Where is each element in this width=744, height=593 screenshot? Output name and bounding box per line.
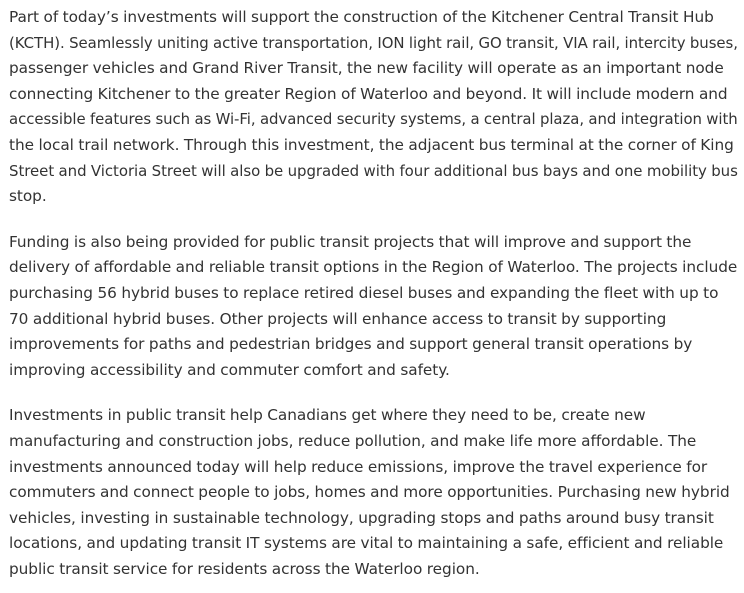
text-line: purchasing 56 hybrid buses to replace retired diesel buses and expanding the fleet with up to	[9, 283, 719, 302]
text-line: connecting Kitchener to the greater Region of Waterloo and beyond. It will include modern and	[9, 84, 728, 103]
text-line: (KCTH). Seamlessly uniting active transportation, ION light rail, GO transit, VIA rail, intercity buses,	[9, 33, 738, 52]
text-line: 70 additional hybrid buses. Other projects will enhance access to transit by supporting	[9, 309, 667, 328]
text-line: stop.	[9, 187, 47, 206]
paragraph-investments	[9, 403, 741, 582]
text-line: commuters and connect people to jobs, homes and more opportunities. Purchasing new hybrid	[9, 483, 730, 502]
paragraph-funding	[9, 230, 741, 384]
paragraph-transit-hub	[9, 5, 741, 210]
text-line: Street and Victoria Street will also be upgraded with four additional bus bays and one mobility bus	[9, 161, 738, 180]
text-line: delivery of affordable and reliable transit options in the Region of Waterloo. The projects include	[9, 258, 738, 277]
text-line: Part of today’s investments will support the construction of the Kitchener Central Transit Hub	[9, 8, 714, 26]
text-line: passenger vehicles and Grand River Transit, the new facility will operate as an important node	[9, 59, 724, 78]
text-line: locations, and updating transit IT systems are vital to maintaining a safe, efficient and reliable	[9, 534, 724, 553]
text-line: the local trail network. Through this investment, the adjacent bus terminal at the corner of King	[9, 135, 734, 154]
text-line: manufacturing and construction jobs, reduce pollution, and make life more affordable. The	[9, 431, 697, 450]
text-line: improving accessibility and commuter comfort and safety.	[9, 360, 450, 379]
text-line: Investments in public transit help Canadians get where they need to be, create new	[9, 406, 646, 425]
text-line: investments announced today will help reduce emissions, improve the travel experience for	[9, 457, 708, 476]
article-body	[9, 5, 741, 582]
text-line: accessible features such as Wi-Fi, advanced security systems, a central plaza, and integration with	[9, 110, 738, 129]
text-line: public transit service for residents across the Waterloo region.	[9, 559, 480, 578]
text-line: improvements for paths and pedestrian bridges and support general transit operations by	[9, 335, 693, 354]
text-line: Funding is also being provided for public transit projects that will improve and support the	[9, 232, 692, 251]
text-line: vehicles, investing in sustainable technology, upgrading stops and paths around busy transit	[9, 508, 714, 527]
